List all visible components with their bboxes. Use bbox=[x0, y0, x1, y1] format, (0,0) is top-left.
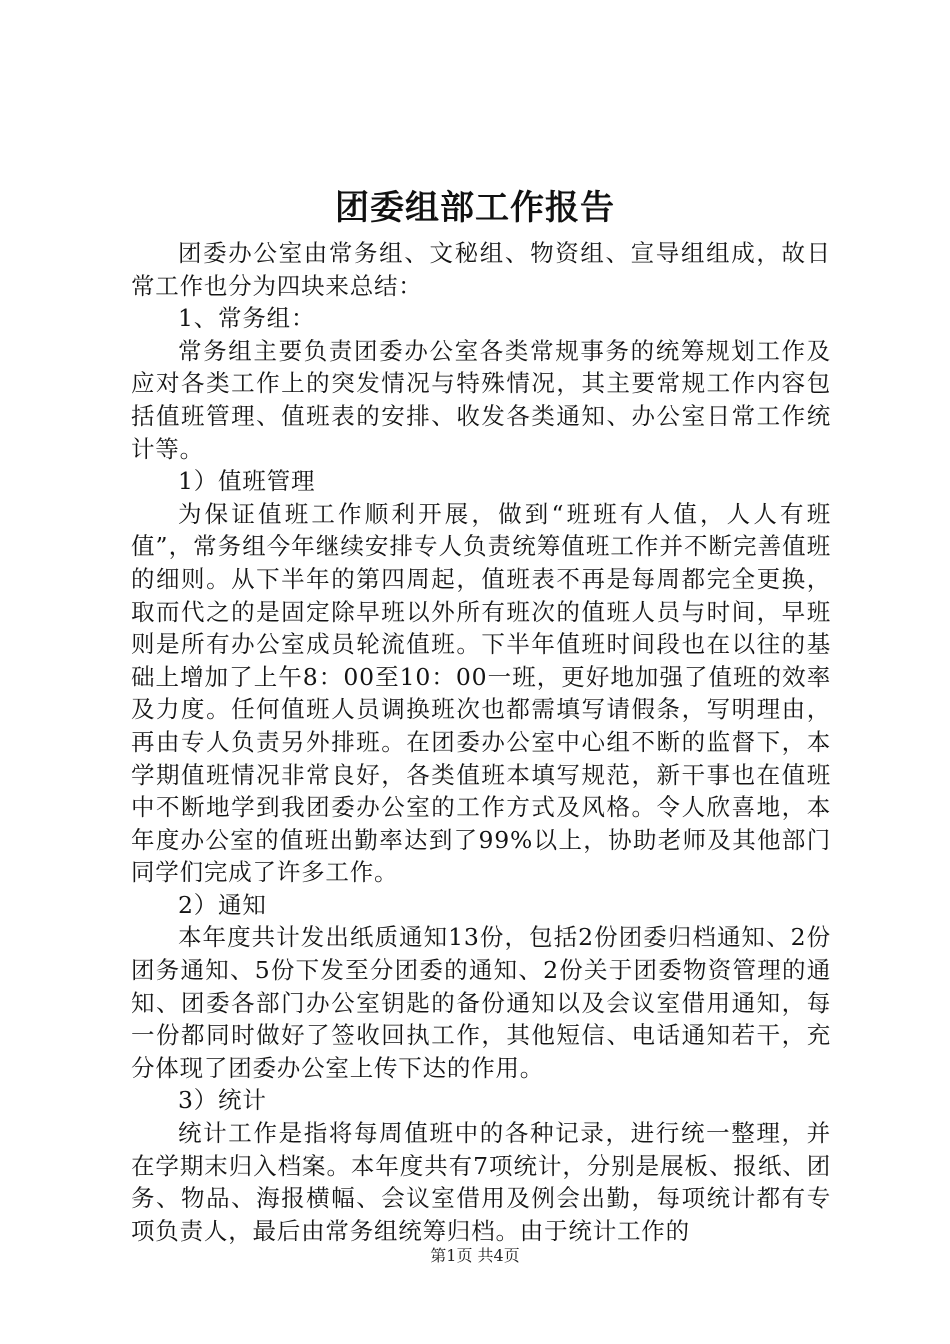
paragraph-routine-group: 常务组主要负责团委办公室各类常规事务的统筹规划工作及应对各类工作上的突发情况与特殊情况，其主要常规工作内容包括值班管理、值班表的安排、收发各类通知、办公室日常工作统计等。 bbox=[131, 336, 831, 463]
section-heading-routine-group: 1、常务组： bbox=[178, 304, 316, 333]
paragraph-notices: 本年度共计发出纸质通知13份，包括2份团委归档通知、2份团务通知、5份下发至分团委的通知、2份关于团委物资管理的通知、团委各部门办公室钥匙的备份通知以及会议室借用通知，每一份都同时做好了签收回执工作，其他短信、电话通知若干，充分体现了团委办公室上传下达的作用。 bbox=[131, 923, 831, 1082]
subheading-duty-management: 1）值班管理 bbox=[178, 467, 316, 496]
subheading-statistics: 3）统计 bbox=[178, 1086, 267, 1115]
subheading-notices: 2）通知 bbox=[178, 890, 267, 919]
paragraph-duty-management: 为保证值班工作顺利开展，做到“班班有人值，人人有班值”，常务组今年继续安排专人负责统筹值班工作并不断完善值班的细则。从下半年的第四周起，值班表不再是每周都完全更换，取而代之的是固定除早班以外所有班次的值班人员与时间，早班则是所有办公室成员轮流值班。下半年值班时间段也在以往的基础上增加了上午8：00至10：00一班，更好地加强了值班的效率及力度。任何值班人员调换班次也都需填写请假条，写明理由，再由专人负责另外排班。在团委办公室中心组不断的监督下，本学期值班情况非常良好，各类值班本填写规范，新干事也在值班中不断地学到我团委办公室的工作方式及风格。令人欣喜地，本年度办公室的值班出勤率达到了99%以上，协助老师及其他部门同学们完成了许多工作。 bbox=[131, 499, 831, 887]
document-title: 团委组部工作报告 bbox=[335, 188, 615, 228]
document-body bbox=[131, 237, 831, 1247]
paragraph-statistics: 统计工作是指将每周值班中的各种记录，进行统一整理，并在学期末归入档案。本年度共有7项统计，分别是展板、报纸、团务、物品、海报横幅、会议室借用及例会出勤，每项统计都有专项负责人，最后由常务组统筹归档。由于统计工作的 bbox=[131, 1119, 831, 1245]
paragraph-intro: 团委办公室由常务组、文秘组、物资组、宣导组组成，故日常工作也分为四块来总结： bbox=[131, 239, 831, 300]
page-number-footer: 第1页 共4页 bbox=[430, 1246, 520, 1265]
